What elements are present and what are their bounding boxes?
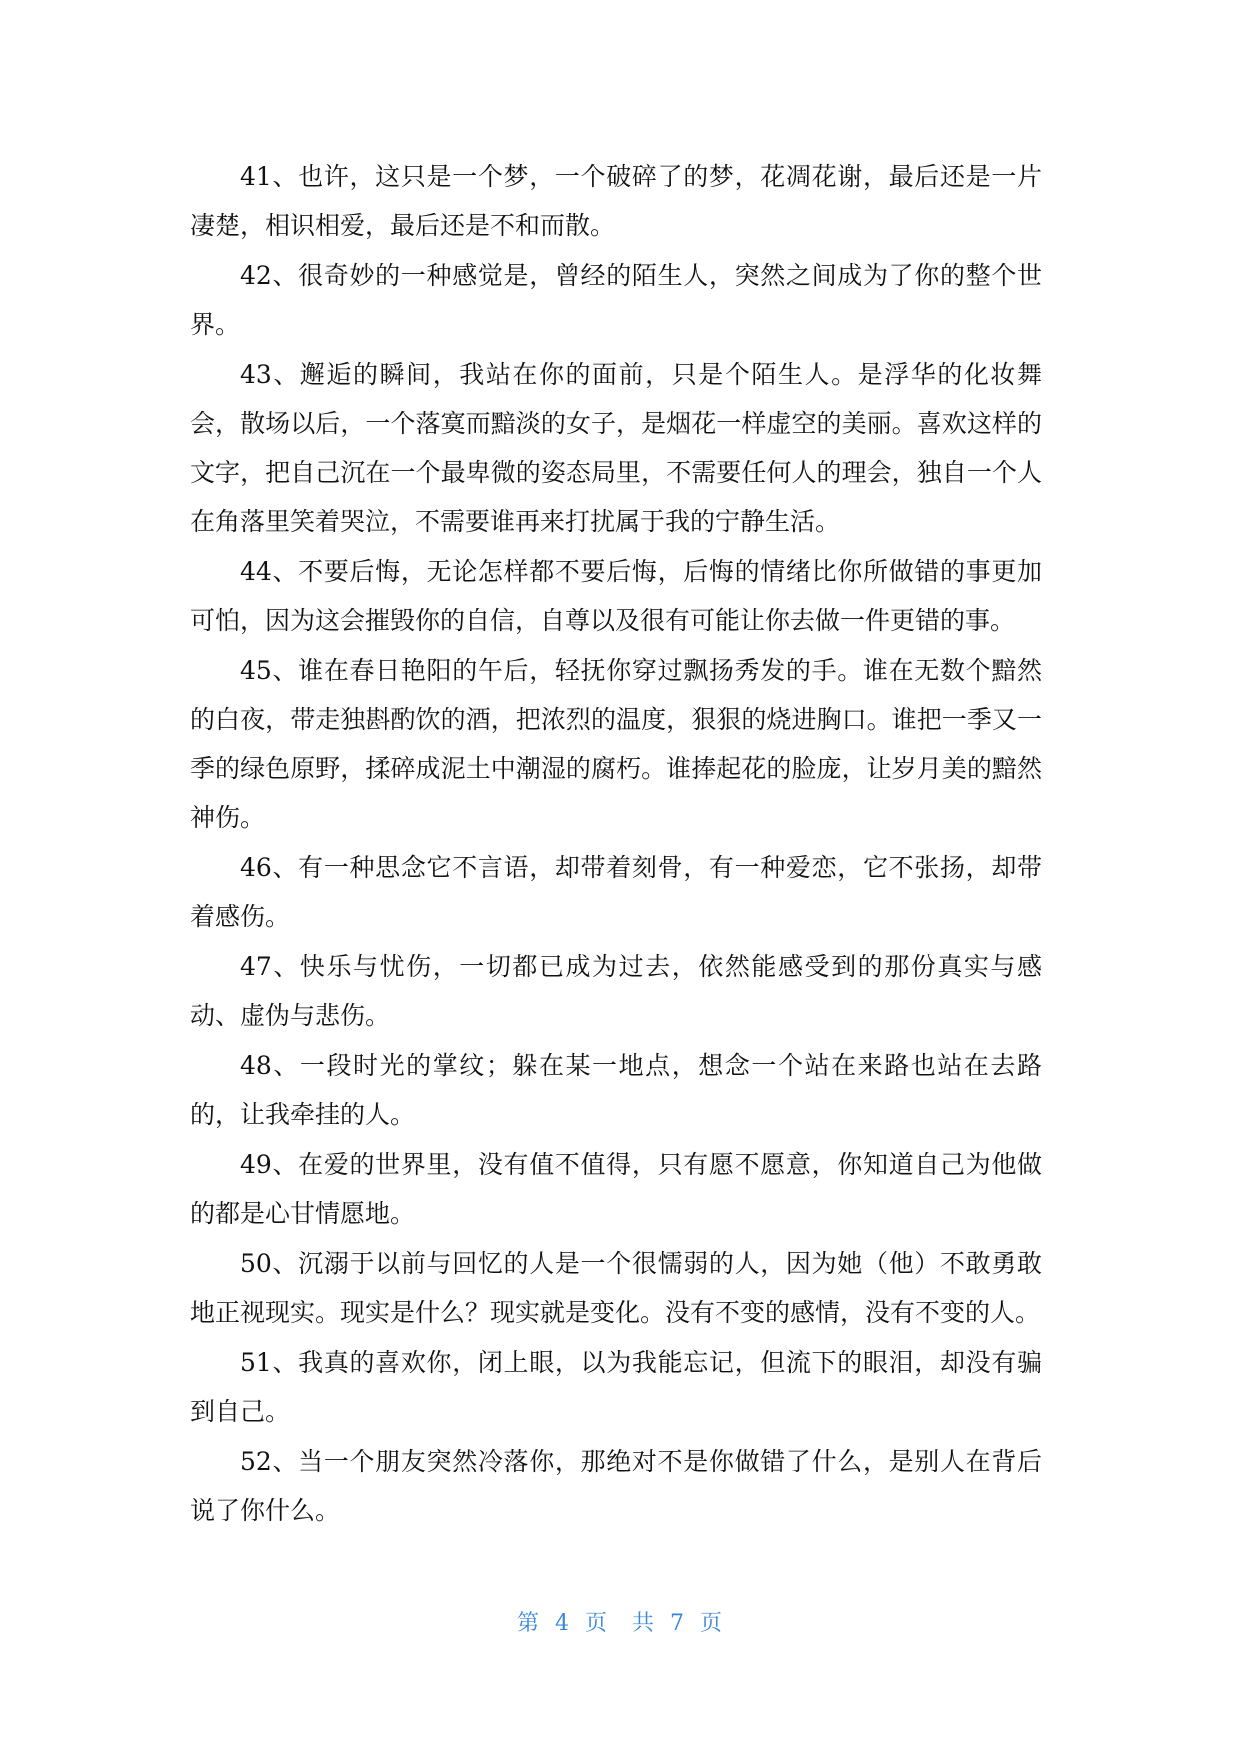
paragraph-44: 44、不要后悔，无论怎样都不要后悔，后悔的情绪比你所做错的事更加可怕，因为这会摧毁你的自信，自尊以及很有可能让你去做一件更错的事。 bbox=[190, 557, 1042, 635]
paragraph-47: 47、快乐与忧伤，一切都已成为过去，依然能感受到的那份真实与感动、虚伪与悲伤。 bbox=[190, 952, 1042, 1030]
paragraph-45: 45、谁在春日艳阳的午后，轻抚你穿过飘扬秀发的手。谁在无数个黯然的白夜，带走独斟酌饮的酒，把浓烈的温度，狠狠的烧进胸口。谁把一季又一季的绿色原野，揉碎成泥土中潮湿的腐朽。谁捧起花的脸庞，让岁月美的黯然神伤。 bbox=[190, 656, 1042, 832]
footer-middle: 页 共 bbox=[585, 1611, 656, 1636]
page-content bbox=[190, 152, 1042, 1536]
paragraph-43: 43、邂逅的瞬间，我站在你的面前，只是个陌生人。是浮华的化妆舞会，散场以后，一个落寞而黯淡的女子，是烟花一样虚空的美丽。喜欢这样的文字，把自己沉在一个最卑微的姿态局里，不需要任何人的理会，独自一个人在角落里笑着哭泣，不需要谁再来打扰属于我的宁静生活。 bbox=[190, 360, 1042, 536]
paragraph-51: 51、我真的喜欢你，闭上眼，以为我能忘记，但流下的眼泪，却没有骗到自己。 bbox=[190, 1348, 1042, 1426]
footer-current-page: 4 bbox=[555, 1611, 571, 1636]
footer-total-pages: 7 bbox=[670, 1611, 686, 1636]
paragraph-49: 49、在爱的世界里，没有值不值得，只有愿不愿意，你知道自己为他做的都是心甘情愿地。 bbox=[190, 1150, 1042, 1228]
footer-prefix: 第 bbox=[516, 1611, 541, 1636]
paragraph-41: 41、也许，这只是一个梦，一个破碎了的梦，花凋花谢，最后还是一片凄楚，相识相爱，最后还是不和而散。 bbox=[190, 162, 1042, 240]
paragraph-50: 50、沉溺于以前与回忆的人是一个很懦弱的人，因为她（他）不敢勇敢地正视现实。现实是什么？现实就是变化。没有不变的感情，没有不变的人。 bbox=[190, 1249, 1042, 1327]
footer-suffix: 页 bbox=[700, 1611, 725, 1636]
paragraph-52: 52、当一个朋友突然冷落你，那绝对不是你做错了什么，是别人在背后说了你什么。 bbox=[190, 1447, 1042, 1525]
page-footer bbox=[0, 1606, 1241, 1637]
paragraph-42: 42、很奇妙的一种感觉是，曾经的陌生人，突然之间成为了你的整个世界。 bbox=[190, 261, 1042, 339]
paragraph-46: 46、有一种思念它不言语，却带着刻骨，有一种爱恋，它不张扬，却带着感伤。 bbox=[190, 853, 1042, 931]
paragraph-48: 48、一段时光的掌纹；躲在某一地点，想念一个站在来路也站在去路的，让我牵挂的人。 bbox=[190, 1051, 1042, 1129]
